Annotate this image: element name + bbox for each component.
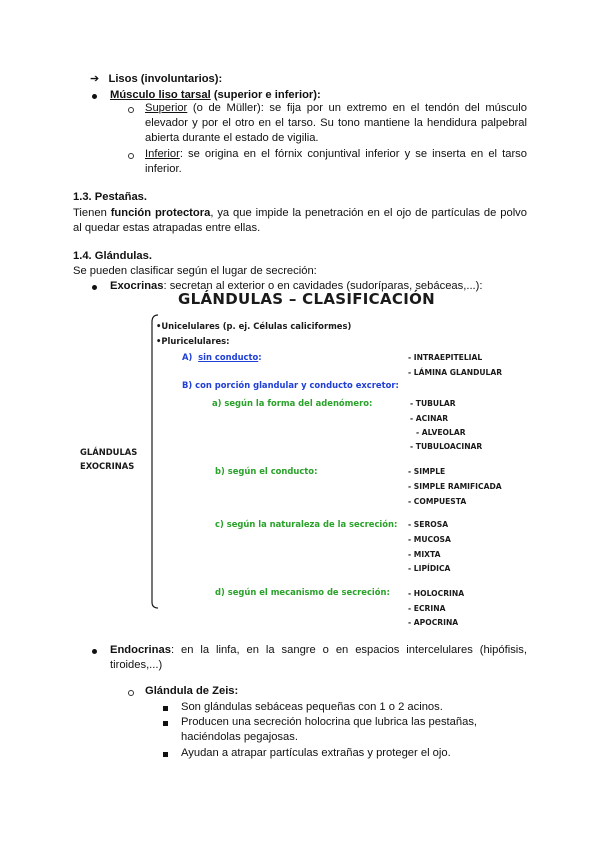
- bullet-dot-icon: [92, 649, 97, 654]
- endocrinas-paragraph: [110, 643, 527, 673]
- inferior-text: : se origina en el fórnix conjuntival inferior y se inserta en el tarso inferior.: [145, 148, 527, 175]
- zeis-item: Ayudan a atrapar partículas extrañas y proteger el ojo.: [181, 747, 451, 759]
- bullet-circle-icon: [128, 690, 134, 696]
- bullet-square-icon: [163, 752, 168, 757]
- pestanas-text-bold: función protectora: [110, 207, 211, 219]
- endocrinas-text: : en la linfa, en la sangre o en espacios intercelulares (hipófisis, tiroides,...): [110, 644, 527, 671]
- arrow-icon: ➔: [90, 73, 100, 85]
- diagram-group-item: - COMPUESTA: [408, 497, 467, 506]
- diagram-group-item: - SEROSA: [408, 520, 449, 529]
- bullet-circle-icon: [128, 107, 134, 113]
- diagram-a-colon: :: [258, 352, 262, 362]
- diagram-unicelulares: •Unicelulares (p. ej. Células caliciformes): [156, 321, 352, 331]
- musculo-liso-tarsal-title: Músculo liso tarsal: [110, 89, 211, 101]
- pestanas-paragraph: [73, 206, 527, 236]
- diagram-group-item: - ECRINA: [408, 604, 446, 613]
- bullet-square-icon: [163, 721, 168, 726]
- glandulas-heading: 1.4. Glándulas.: [73, 250, 152, 262]
- bullet-dot-icon: [92, 94, 97, 99]
- diagram-group-label: b) según el conducto:: [215, 466, 318, 476]
- diagram-group-item: - ACINAR: [410, 414, 449, 423]
- diagram-group-item: - TUBULAR: [410, 399, 456, 408]
- musculo-liso-tarsal-rest: (superior e inferior):: [210, 89, 321, 101]
- inferior-term: Inferior: [145, 148, 180, 160]
- diagram-group-label: a) según la forma del adenómero:: [212, 398, 373, 408]
- exocrinas-text: : secretan al exterior o en cavidades (sudoríparas, sebáceas,...):: [163, 280, 483, 292]
- bullet-circle-icon: [128, 153, 134, 159]
- diagram-b-label: B) con porción glandular y conducto excretor:: [182, 380, 399, 390]
- zeis-item: Producen una secreción holocrina que lubrica las pestañas, haciéndolas pegajosas.: [181, 716, 478, 743]
- diagram-left-label-2: EXOCRINAS: [80, 461, 135, 471]
- diagram-pluricelulares: •Pluricelulares:: [156, 336, 230, 346]
- zeis-heading: Glándula de Zeis:: [145, 685, 239, 697]
- diagram-group-item: - SIMPLE: [408, 467, 446, 476]
- diagram-group-item: - SIMPLE RAMIFICADA: [408, 482, 502, 491]
- diagram-group-item: - LIPÍDICA: [408, 564, 451, 573]
- endocrinas-label: Endocrinas: [110, 644, 171, 656]
- diagram-group-item: - MUCOSA: [408, 535, 451, 544]
- diagram-group-item: - APOCRINA: [408, 618, 459, 627]
- diagram-a-sin-conducto: [182, 350, 262, 365]
- superior-text: (o de Müller): se fija por un extremo en el tendón del músculo elevador y por el otro en el tarso. Su tono mantiene la hendidura palpebral abierta durante el estado de vigilia.: [145, 102, 527, 144]
- diagram-a-prefix: A): [182, 352, 193, 362]
- lisos-heading-line: [90, 72, 222, 87]
- diagram-group-label: c) según la naturaleza de la secreción:: [215, 519, 398, 529]
- bullet-dot-icon: [92, 285, 97, 290]
- zeis-item: Son glándulas sebáceas pequeñas con 1 o 2 acinos.: [181, 701, 443, 713]
- exocrinas-label: Exocrinas: [110, 280, 164, 292]
- pestanas-heading: 1.3. Pestañas.: [73, 191, 148, 203]
- glandulas-intro: Se pueden clasificar según el lugar de secreción:: [73, 265, 317, 277]
- diagram-left-label-1: GLÁNDULAS: [80, 447, 138, 457]
- superior-term: Superior: [145, 102, 188, 114]
- diagram-group-item: - HOLOCRINA: [408, 589, 465, 598]
- diagram-brace: [146, 314, 166, 610]
- superior-paragraph: [145, 101, 527, 146]
- diagram-a-item: - INTRAEPITELIAL: [408, 353, 483, 362]
- pestanas-text-after: , ya que impide la penetración en el ojo de partículas de polvo al quedar estas atrapadas entre ellas.: [73, 207, 527, 234]
- diagram-group-label: d) según el mecanismo de secreción:: [215, 587, 390, 597]
- diagram-group-item: - MIXTA: [408, 550, 441, 559]
- diagram-group-item: - ALVEOLAR: [416, 428, 466, 437]
- diagram-title: GLÁNDULAS – CLASIFICACIÓN: [178, 290, 435, 308]
- pestanas-text-before: Tienen: [73, 207, 111, 219]
- bullet-square-icon: [163, 706, 168, 711]
- diagram-group-item: - TUBULOACINAR: [410, 442, 483, 451]
- diagram-a-item: - LÁMINA GLANDULAR: [408, 368, 503, 377]
- inferior-paragraph: [145, 147, 527, 177]
- diagram-a-label: sin conducto: [198, 352, 259, 362]
- lisos-heading: Lisos (involuntarios):: [108, 73, 223, 85]
